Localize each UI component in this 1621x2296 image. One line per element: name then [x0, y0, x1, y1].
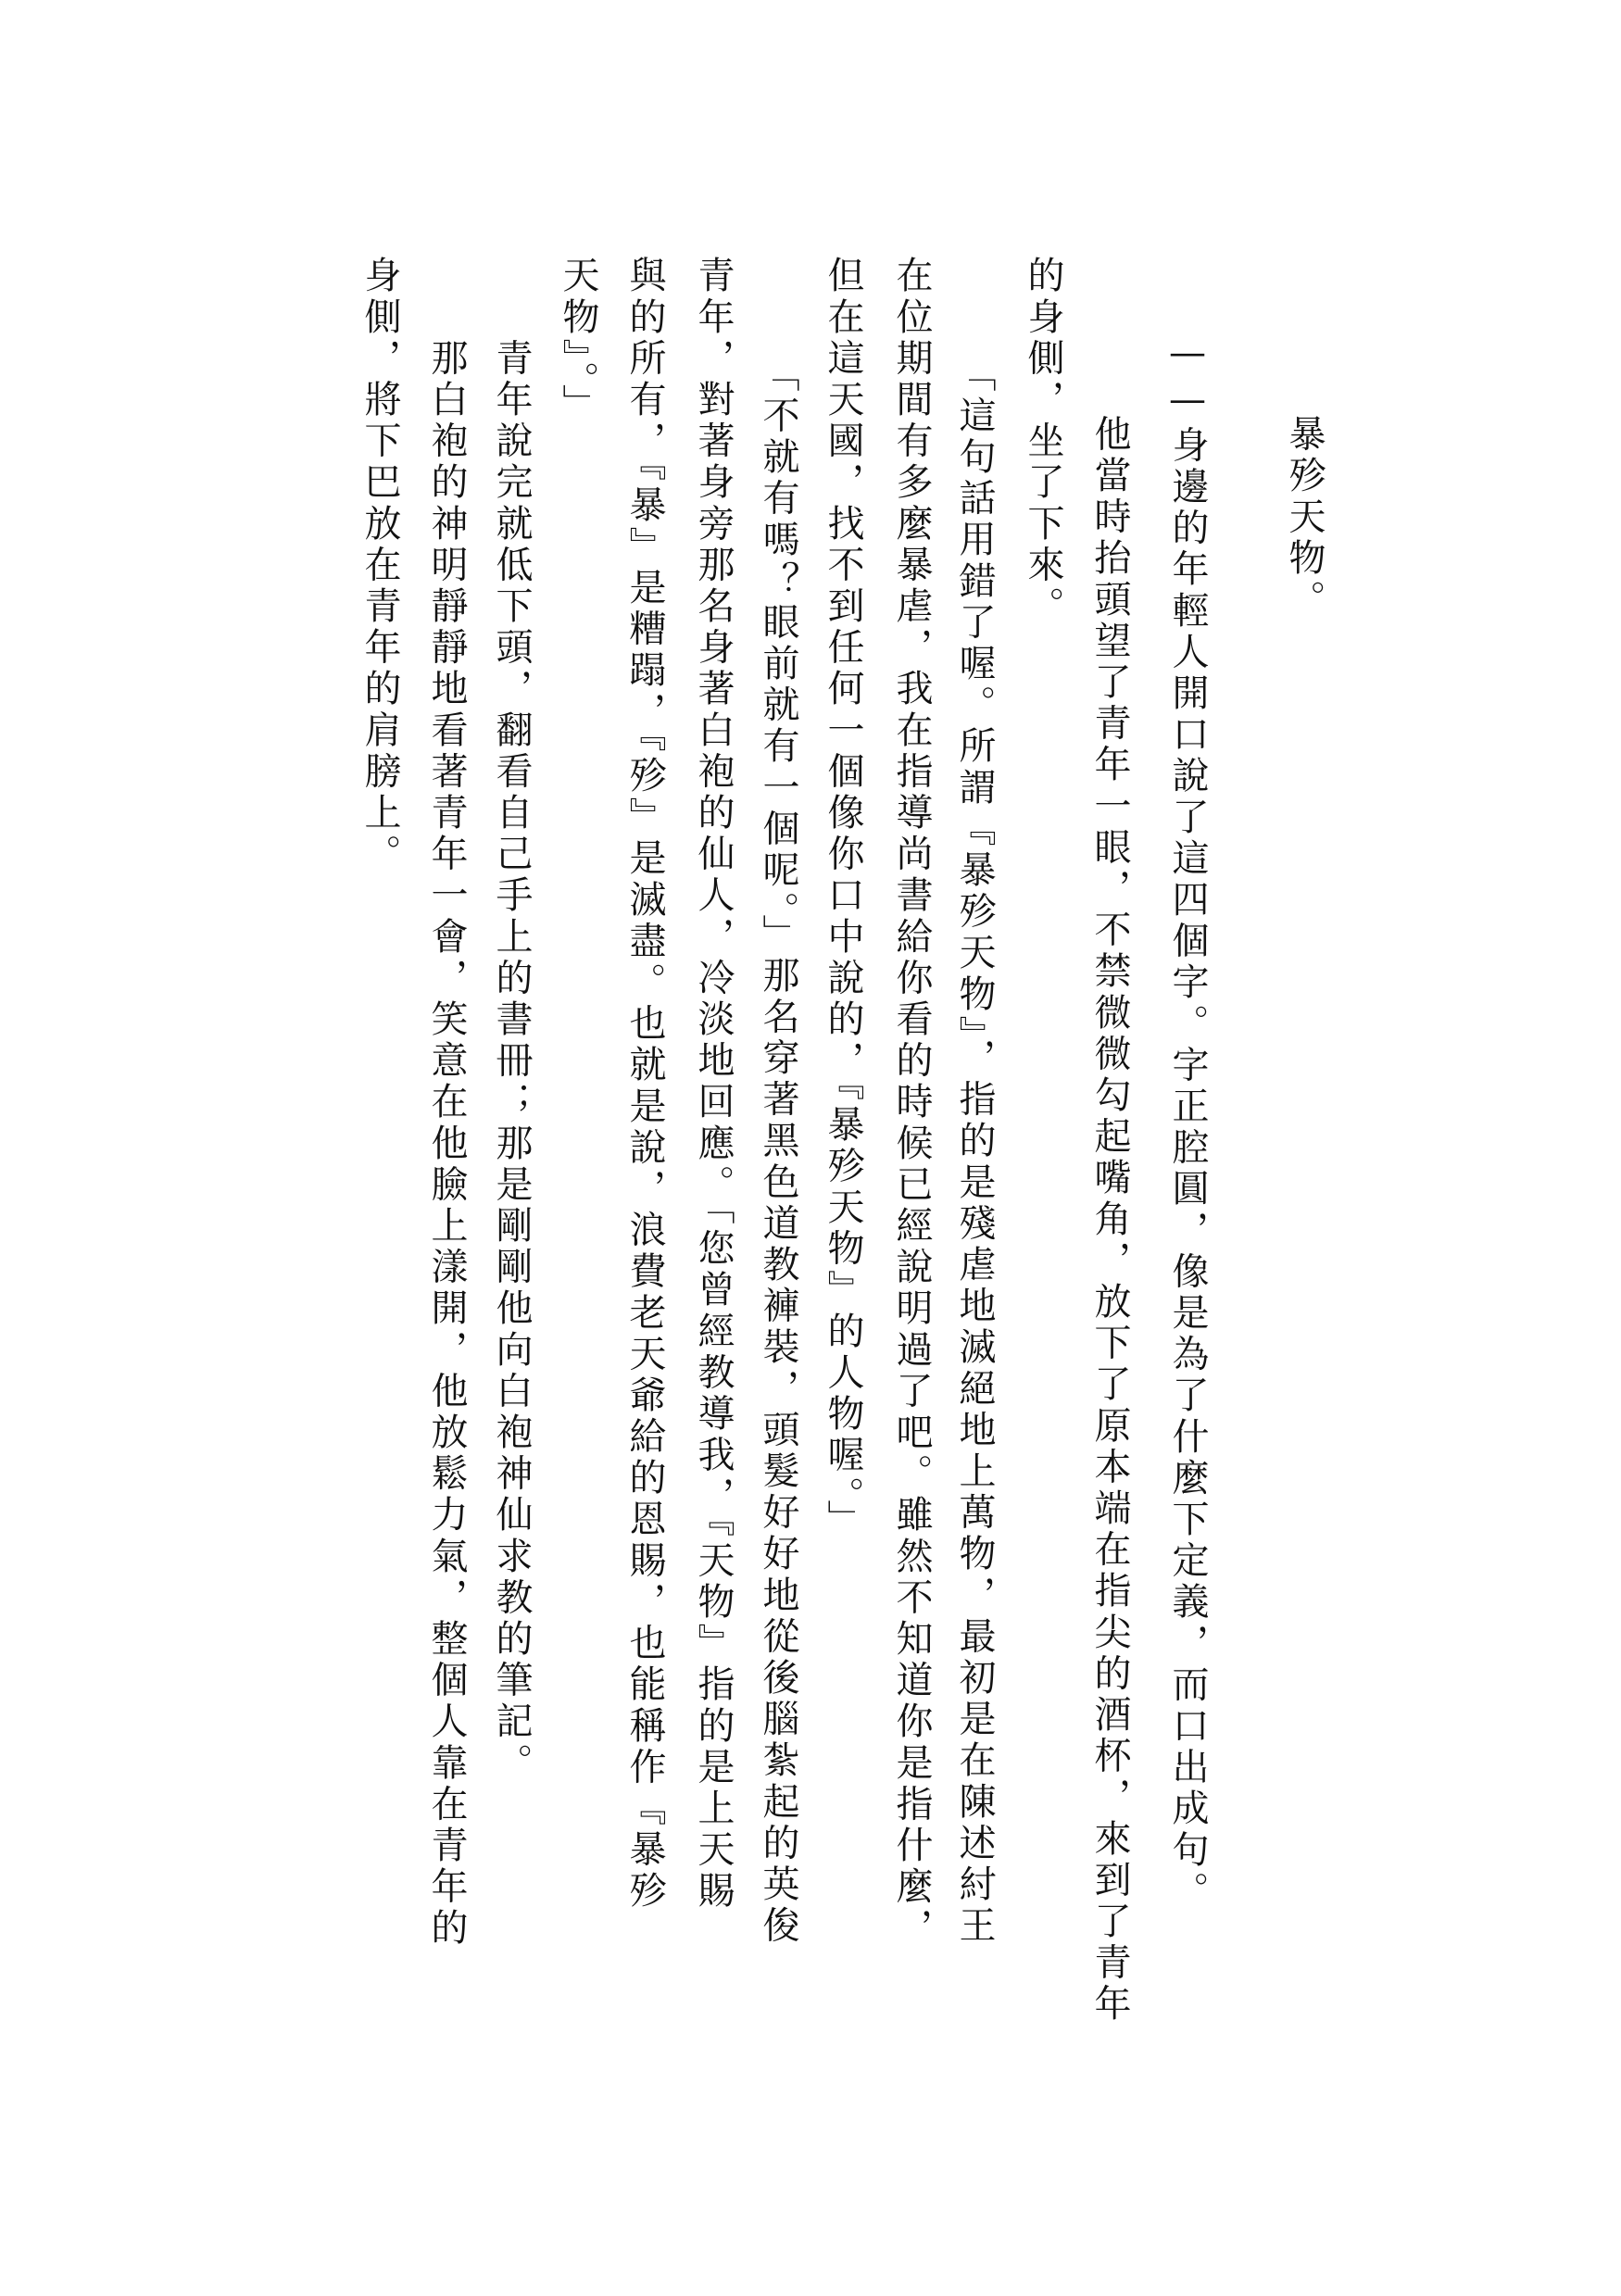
text-column-7: 但在這天國，找不到任何一個像你口中說的，『暴殄天物』的人物喔。」: [822, 256, 864, 1541]
text-column-14: 身側，將下巴放在青年的肩膀上。: [358, 256, 401, 875]
text-column-10: 與的所有，『暴』是糟蹋，『殄』是滅盡。也就是說，浪費老天爺給的恩賜，也能稱作『暴殄: [623, 256, 666, 1913]
text-column-4: 的身側，坐了下來。: [1022, 256, 1064, 628]
text-column-13: 那白袍的神明靜靜地看著青年一會，笑意在他臉上漾開，他放鬆力氣，整個人靠在青年的: [425, 256, 468, 1950]
text-column-8: 「不就有嗎？眼前就有一個呢。」那名穿著黑色道教褲裝，頭髮好好地從後腦紮起的英俊: [757, 332, 799, 1947]
text-column-11: 天物』。」: [557, 256, 599, 425]
text-column-2: ——身邊的年輕人開口說了這四個字。字正腔圓，像是為了什麼下定義，而口出成句。: [1166, 332, 1209, 1913]
text-column-5: 「這句話用錯了喔。所謂『暴殄天物』，指的是殘虐地滅絕地上萬物，最初是在陳述紂王: [953, 332, 996, 1947]
text-column-12: 青年說完就低下頭，翻看自己手上的書冊；那是剛剛他向白袍神仙求教的筆記。: [490, 256, 533, 1785]
text-column-1: 暴殄天物。: [1283, 332, 1326, 621]
text-column-3: 他當時抬頭望了青年一眼，不禁微微勾起嘴角，放下了原本端在指尖的酒杯，來到了青年: [1088, 332, 1131, 2026]
text-column-9: 青年，對著身旁那名身著白袍的仙人，冷淡地回應。「您曾經教導我，『天物』指的是上天賜: [692, 256, 735, 1913]
text-column-6: 在位期間有多麼暴虐，我在指導尚書給你看的時候已經說明過了吧。雖然不知道你是指什麼，: [890, 256, 933, 1950]
